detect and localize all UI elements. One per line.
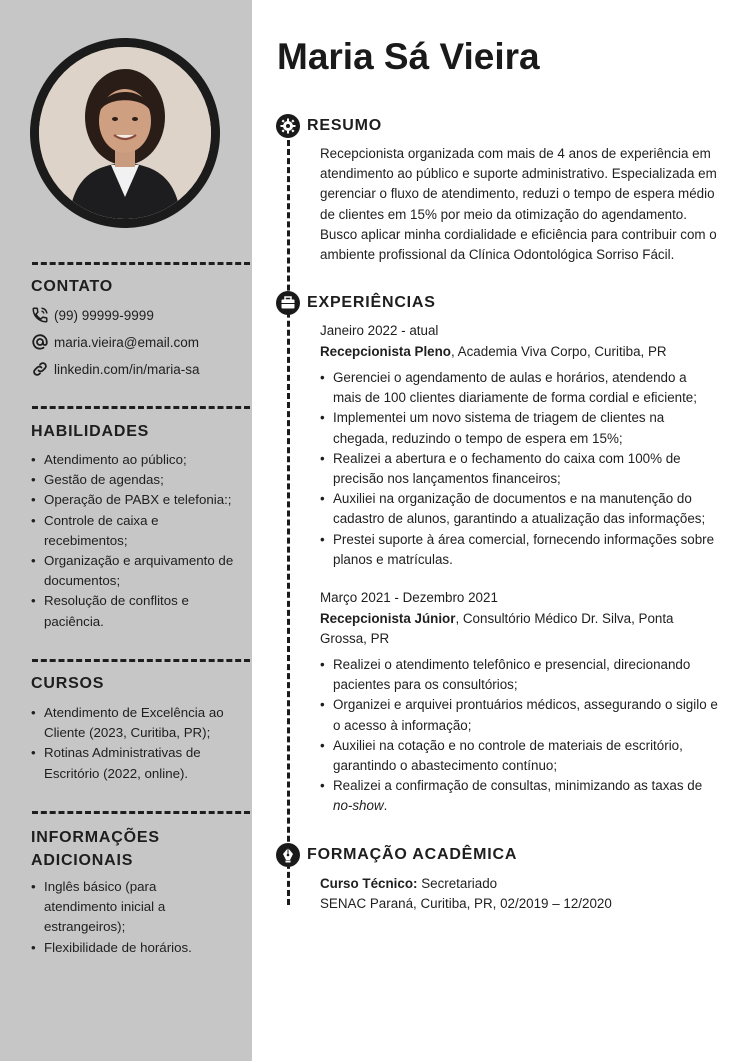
additional-heading-line1: INFORMAÇÕES [31, 829, 160, 846]
list-item: • Inglês básico (para atendimento inicial a estrangeiros); [31, 877, 184, 938]
linkedin-link[interactable]: linkedin.com/in/maria-sa [54, 361, 200, 377]
list-item: • Operação de PABX e telefonia:; [31, 490, 236, 510]
job-date: Janeiro 2022 - atual [320, 323, 439, 338]
candidate-name: Maria Sá Vieira [277, 36, 540, 77]
contact-heading: CONTATO [31, 278, 114, 295]
job-date: Março 2021 - Dezembro 2021 [320, 590, 498, 605]
at-icon [31, 333, 49, 351]
education-course [320, 874, 497, 894]
job-place: , Academia Viva Corpo, Curitiba, PR [450, 344, 667, 359]
email-link[interactable]: maria.vieira@email.com [54, 334, 199, 350]
avatar-illustration [39, 47, 211, 219]
list-item: • Realizei o atendimento telefônico e presencial, direcionando pacientes para os consultórios; [320, 655, 713, 695]
phone-text: (99) 99999-9999 [54, 307, 154, 323]
education-institution: SENAC Paraná, Curitiba, PR, 02/2019 – 12/2020 [320, 896, 612, 911]
skills-list [31, 450, 236, 632]
job-role: Recepcionista Júnior [320, 611, 456, 626]
contact-phone [31, 306, 154, 324]
phone-icon [31, 306, 49, 324]
divider [32, 659, 250, 662]
list-item: • Organização e arquivamento de documentos; [31, 551, 236, 591]
list-item: • Atendimento de Excelência ao Cliente (2023, Curitiba, PR); [31, 703, 224, 743]
list-item: • Resolução de conflitos e paciência. [31, 591, 194, 631]
job-title [320, 609, 705, 649]
summary-text: Recepcionista organizada com mais de 4 anos de experiência em atendimento ao público e suporte administrativo. Especializada em gerenciar o fluxo de atendimento, reduzi o tempo de espera médio de clientes em 15% por meio da otimização do agendamento. Busco aplicar minha cordialidade e eficiência para contribuir com o ambiente profissional da Clínica Odontológica Sorriso Fácil. [320, 146, 717, 263]
course-label: Curso Técnico: [320, 876, 418, 891]
list-item: • Implementei um novo sistema de triagem de clientes na chegada, reduzindo o tempo de espera em 15%; [320, 408, 718, 448]
additional-heading-line2: ADICIONAIS [31, 852, 134, 869]
list-item: • Controle de caixa e recebimentos; [31, 511, 172, 551]
courses-list [31, 703, 236, 784]
summary-heading: RESUMO [307, 117, 383, 134]
experience-heading: EXPERIÊNCIAS [307, 294, 436, 311]
bullet-text: Realizei a confirmação de consultas, minimizando as taxas de [333, 778, 703, 794]
bullet-emphasis: no-show [333, 798, 384, 814]
additional-list [31, 877, 236, 958]
avatar [39, 47, 211, 219]
sidebar [0, 0, 252, 1061]
contact-email[interactable] [31, 333, 199, 351]
list-item: • Prestei suporte à área comercial, fornecendo informações sobre planos e matrículas. [320, 530, 718, 570]
list-item: • Rotinas Administrativas de Escritório (2022, online). [31, 743, 204, 783]
education-heading: FORMAÇÃO ACADÊMICA [307, 846, 518, 863]
list-item: • Organizei e arquivei prontuários médicos, assegurando o sigilo e o acesso à informação; [320, 695, 718, 735]
briefcase-icon [276, 291, 300, 315]
divider [32, 811, 250, 814]
divider [32, 406, 250, 409]
list-item: • Auxiliei na cotação e no controle de materiais de escritório, garantindo o abastecimento contínuo; [320, 736, 703, 776]
job-place: , Consultório Médico Dr. Silva, Ponta Grossa, PR [320, 611, 674, 647]
list-item: • Realizei a abertura e o fechamento do caixa com 100% de precisão nos lançamentos financeiros; [320, 449, 718, 489]
bullet-suffix: . [383, 798, 388, 814]
pen-nib-icon [276, 843, 300, 867]
list-item: • Gestão de agendas; [31, 470, 236, 490]
timeline-line [287, 140, 290, 905]
skills-heading: HABILIDADES [31, 423, 150, 440]
list-item: • Atendimento ao público; [31, 450, 236, 470]
courses-heading: CURSOS [31, 675, 105, 692]
link-icon [31, 360, 49, 378]
course-name: Secretariado [417, 876, 498, 891]
list-item: • Flexibilidade de horários. [31, 938, 236, 958]
gear-icon [276, 114, 300, 138]
job-title [320, 342, 715, 362]
list-item: • Auxiliei na organização de documentos e na manutenção do cadastro de alunos, garantindo a atualização das informações; [320, 489, 718, 529]
contact-linkedin[interactable] [31, 360, 200, 378]
divider [32, 262, 250, 265]
job-bullets [320, 368, 718, 570]
job-bullets [320, 655, 718, 817]
list-item [320, 776, 718, 816]
job-role: Recepcionista Pleno [320, 344, 451, 359]
additional-heading [31, 826, 160, 872]
list-item: • Gerenciei o agendamento de aulas e horários, atendendo a mais de 100 clientes diariamente de forma cordial e eficiente; [320, 368, 718, 408]
